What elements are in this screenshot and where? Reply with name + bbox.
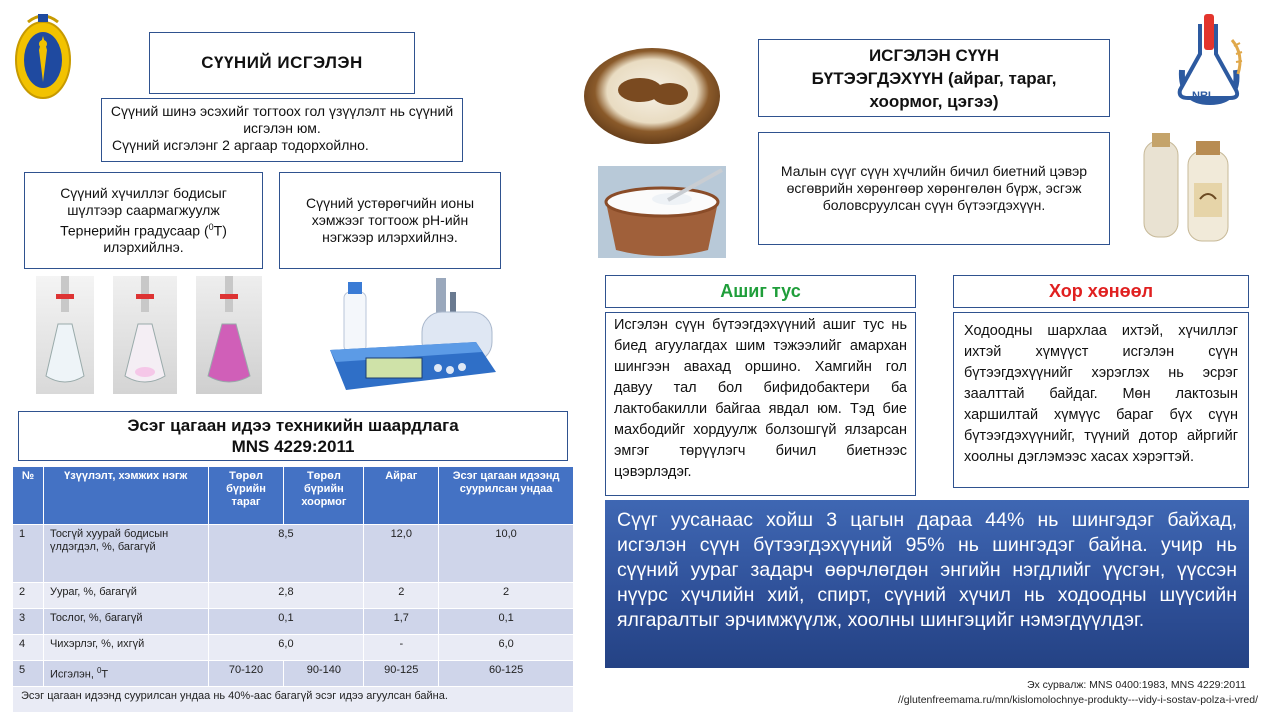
fermented-products-title bbox=[758, 39, 1110, 117]
definition-box bbox=[758, 132, 1110, 245]
table-row bbox=[13, 609, 574, 635]
digestion-info-panel bbox=[605, 500, 1249, 668]
table-cell: 90-125 bbox=[364, 661, 439, 687]
nrl-logo-text: NRL bbox=[1192, 90, 1215, 102]
method2-box bbox=[279, 172, 501, 269]
table-cell: 0,1 bbox=[439, 609, 574, 635]
table-cell: - bbox=[364, 635, 439, 661]
table-row bbox=[13, 661, 574, 687]
intro-line2: Сүүний исгэлэнг 2 аргаар тодорхойлно. bbox=[112, 137, 369, 153]
harm-text: Ходоодны шархлаа ихтэй, хүчиллэг ихтэй хүмүүст исгэлэн сүүн бүтээгдэхүүнийг хэрэглэх нь эсрэг заалттай байдаг. Мөн лактозын харшилтай хүмүүс бараг бүх сүүн бүтээгдэхүүнийг, түүний дотор айргийг хоолны дэглэмээс хасах хэрэгтэй. bbox=[964, 323, 1238, 465]
source-line1: Эх сурвалж: MNS 0400:1983, MNS 4229:2011 bbox=[1026, 679, 1246, 691]
harm-text-box bbox=[953, 312, 1249, 488]
table-cell: Исгэлэн, $^0$Т bbox=[43, 661, 208, 687]
table-cell: 1 bbox=[13, 525, 44, 583]
intro-line1: Сүүний шинэ эсэхийг тогтоох гол үзүүлэлт нь сүүний исгэлэн юм. bbox=[110, 103, 454, 136]
table-cell: 3 bbox=[13, 609, 44, 635]
benefit-title: Ашиг тус bbox=[720, 281, 801, 301]
source-line2: //glutenfreemama.ru/mn/kislomolochnye-produkty---vidy-i-sostav-polza-i-vred/ bbox=[897, 694, 1258, 706]
method2-text: Сүүний устөрөгчийн ионы хэмжээг тогтоож pH-ийн нэгжээр илэрхийлнэ. bbox=[305, 195, 475, 245]
emblem-logo bbox=[14, 10, 72, 102]
table-footer-row bbox=[13, 687, 574, 713]
table-header-cell: Төрөл бүрийн хоормог bbox=[284, 467, 364, 525]
table-cell: 4 bbox=[13, 635, 44, 661]
table-title-line1: Эсэг цагаан идээ техникийн шаардлага bbox=[127, 416, 459, 435]
nrl-logo bbox=[1170, 10, 1250, 108]
table-cell: 70-120 bbox=[208, 661, 284, 687]
table-cell: 2 bbox=[364, 583, 439, 609]
table-row bbox=[13, 583, 574, 609]
table-cell: Тосгүй хуурай бодисын үлдэгдэл, %, багагүй bbox=[43, 525, 208, 583]
table-cell: 8,5 bbox=[208, 525, 364, 583]
yogurt-bowl-image bbox=[598, 166, 726, 258]
benefit-text-box bbox=[605, 312, 916, 496]
method1-box bbox=[24, 172, 263, 269]
table-header-cell: Үзүүлэлт, хэмжих нэгж bbox=[43, 467, 208, 525]
requirements-table bbox=[12, 466, 574, 713]
table-header-cell: Эсэг цагаан идээнд суурилсан ундаа bbox=[439, 467, 574, 525]
table-footer-note: Эсэг цагаан идээнд суурилсан ундаа нь 40%-аас багагүй эсэг идээ агуулсан байна. bbox=[13, 687, 574, 713]
table-cell: 12,0 bbox=[364, 525, 439, 583]
table-cell: 0,1 bbox=[208, 609, 364, 635]
table-cell: 2,8 bbox=[208, 583, 364, 609]
digestion-info-text: Сүүг уусанаас хойш 3 цагын дараа 44% нь шингэдэг байхад, исгэлэн сүүн бүтээгдэхүүний 95% нь шингэдэг байна. учир нь сүүний уураг задарч өөрчлөгдөн энгийн нэгдлийг үүсгэн, үүссэн нүүрс хүчлийн хий, спирт, сүүний хүчил нь ходоодны шүүсийн ялгаралтыг эрчимжүүлж, хоолны шингэцийг нэмэгдүүлдэг. bbox=[617, 509, 1237, 631]
table-cell: 10,0 bbox=[439, 525, 574, 583]
products-title-line3: хоормог, цэгээ) bbox=[869, 91, 999, 111]
benefit-text: Исгэлэн сүүн бүтээгдэхүүний ашиг тус нь биед агуулагдах шим тэжээлийг амархан шингээн авахад оршино. Хамгийн гол давуу тал бол бифидобактери ба лактобакилли байгаа явдал юм. Тэд бие махбодийг хордуулж болзошгүй ялзарсан эмгэг төрүүлэгч бичил биетнээс цэвэрлэдэг. bbox=[614, 317, 907, 480]
table-cell: 2 bbox=[439, 583, 574, 609]
table-row bbox=[13, 635, 574, 661]
definition-text: Малын сүүг сүүн хүчлийн бичил биетний цэвэр өсгөврийн хөрөнгөөр хөрөнгөлөн бүрж, эсгэж боловсруулсан сүүн бүтээгдэхүүн. bbox=[780, 163, 1088, 213]
harm-title: Хор хөнөөл bbox=[1048, 281, 1154, 301]
table-cell: 90-140 bbox=[284, 661, 364, 687]
wooden-bowl-image bbox=[582, 44, 722, 150]
intro-box bbox=[101, 98, 463, 162]
benefit-title-box bbox=[605, 275, 916, 308]
ph-meter-image bbox=[326, 272, 502, 400]
titration-flask-pink bbox=[196, 276, 262, 394]
table-cell: 6,0 bbox=[208, 635, 364, 661]
table-header-cell: Айраг bbox=[364, 467, 439, 525]
table-cell: Чихэрлэг, %, ихгүй bbox=[43, 635, 208, 661]
table-cell: 1,7 bbox=[364, 609, 439, 635]
harm-title-box bbox=[953, 275, 1249, 308]
titration-flask-clear-1 bbox=[36, 276, 94, 394]
table-header-row bbox=[13, 467, 574, 525]
table-cell: 6,0 bbox=[439, 635, 574, 661]
table-cell: 60-125 bbox=[439, 661, 574, 687]
airag-bottles-image bbox=[1134, 133, 1252, 245]
products-title-line2: БҮТЭЭГДЭХҮҮН (айраг, тараг, bbox=[811, 68, 1057, 88]
table-cell: Тослог, %, багагүй bbox=[43, 609, 208, 635]
table-title-box bbox=[18, 411, 568, 461]
table-cell: 5 bbox=[13, 661, 44, 687]
table-header-cell: № bbox=[13, 467, 44, 525]
table-title-line2: MNS 4229:2011 bbox=[231, 437, 355, 456]
products-title-line1: ИСГЭЛЭН СҮҮН bbox=[868, 45, 1000, 65]
table-cell: Уураг, %, багагүй bbox=[43, 583, 208, 609]
milk-acidity-title: СҮҮНИЙ ИСГЭЛЭН bbox=[149, 32, 415, 94]
method1-text: Сүүний хүчиллэг бодисыг шүлтээр саармагжуулж Тернерийн градусаар ($^0$T) илэрхийлнэ. bbox=[60, 184, 227, 256]
table-row bbox=[13, 525, 574, 583]
titration-flask-clear-2 bbox=[113, 276, 177, 394]
table-header-cell: Төрөл бүрийн тараг bbox=[208, 467, 284, 525]
table-cell: 2 bbox=[13, 583, 44, 609]
